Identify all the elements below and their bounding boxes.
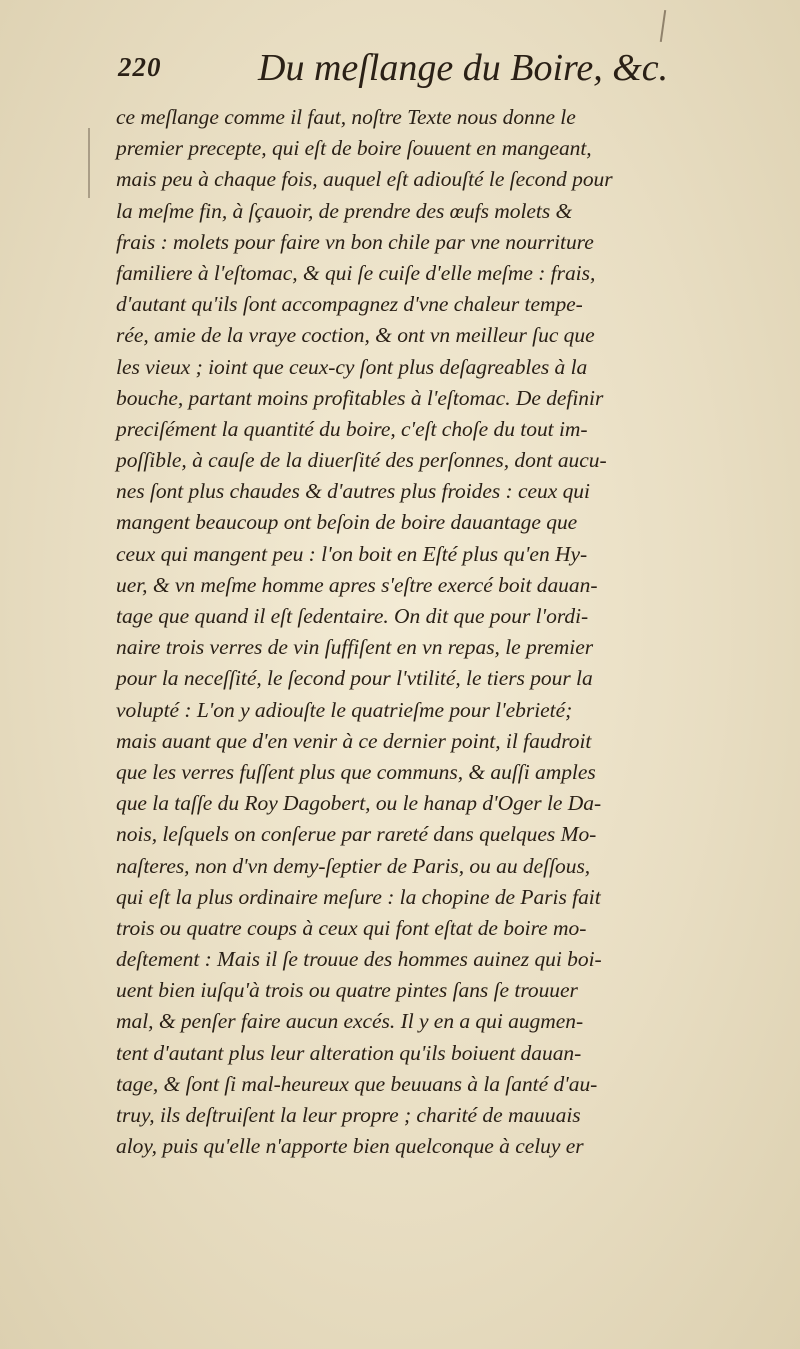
page-header [118,46,738,96]
text-line: tage, & ſont ſi mal-heureux que beuuans à la ſanté d'au- [116,1071,598,1096]
text-line: ceux qui mangent peu : l'on boit en Eſté plus qu'en Hy- [116,541,588,566]
text-line: uent bien iuſqu'à trois ou quatre pintes ſans ſe trouuer [116,978,578,1003]
text-line: que la taſſe du Roy Dagobert, ou le hanap d'Oger le Da- [116,791,602,816]
text-line: que les verres fuſſent plus que communs, & auſſi amples [116,759,596,784]
ink-mark [660,10,666,42]
text-line: mais peu à chaque fois, auquel eſt adiouſté le ſecond pour [116,167,613,192]
text-line: tent d'autant plus leur alteration qu'ils boiuent dauan- [116,1040,582,1065]
text-line: frais : molets pour faire vn bon chile par vne nourriture [116,229,594,254]
text-line: qui eſt la plus ordinaire meſure : la chopine de Paris fait [116,884,601,909]
text-line: deſtement : Mais il ſe trouue des hommes auinez qui boi- [116,947,602,972]
text-line: aloy, puis qu'elle n'apporte bien quelconque à celuy er [116,1134,584,1159]
text-line: d'autant qu'ils ſont accompagnez d'vne chaleur tempe- [116,292,583,317]
text-line: truy, ils deſtruiſent la leur propre ; charité de mauuais [116,1103,581,1127]
text-line: bouche, partant moins profitables à l'eſtomac. De definir [116,385,604,410]
page-number: 220 [118,52,162,82]
text-line: les vieux ; ioint que ceux-cy ſont plus deſagreables à la [116,354,588,379]
text-line: mal, & penſer faire aucun excés. Il y en a qui augmen- [116,1009,584,1034]
margin-mark [88,128,90,198]
text-line: trois ou quatre coups à ceux qui font eſtat de boire mo- [116,915,587,940]
text-line: pour la neceſſité, le ſecond pour l'vtilité, le tiers pour la [116,666,593,691]
text-line: ce meſlange comme il faut, noſtre Texte nous donne le [116,105,576,129]
text-line: naſteres, non d'vn demy-ſeptier de Paris, ou au deſſous, [116,853,591,878]
text-line: rée, amie de la vraye coction, & ont vn meilleur ſuc que [116,323,595,348]
text-line: uer, & vn meſme homme apres s'eſtre exercé boit dauan- [116,572,598,597]
text-line: preciſément la quantité du boire, c'eſt choſe du tout im- [116,416,588,441]
body-text [116,102,798,1162]
text-line: mais auant que d'en venir à ce dernier point, il faudroit [116,728,592,753]
text-line: la meſme fin, à ſçauoir, de prendre des œufs molets & [116,198,573,223]
text-line: premier precepte, qui eſt de boire ſouuent en mangeant, [116,136,592,161]
text-line: volupté : L'on y adiouſte le quatrieſme pour l'ebrieté; [116,697,573,722]
text-line: tage que quand il eſt ſedentaire. On dit que pour l'ordi- [116,604,589,628]
text-line: mangent beaucoup ont beſoin de boire dauantage que [116,510,578,535]
text-line: nes ſont plus chaudes & d'autres plus froides : ceux qui [116,479,590,504]
text-line: nois, leſquels on conſerue par rareté dans quelques Mo- [116,822,597,847]
text-line: poſſible, à cauſe de la diuerſité des perſonnes, dont aucu- [116,448,607,473]
running-head: Du meſlange du Boire, &c. [258,47,669,89]
text-line: familiere à l'eſtomac, & qui ſe cuiſe d'elle meſme : frais, [116,260,596,285]
text-line: naire trois verres de vin ſuffiſent en vn repas, le premier [116,635,594,660]
